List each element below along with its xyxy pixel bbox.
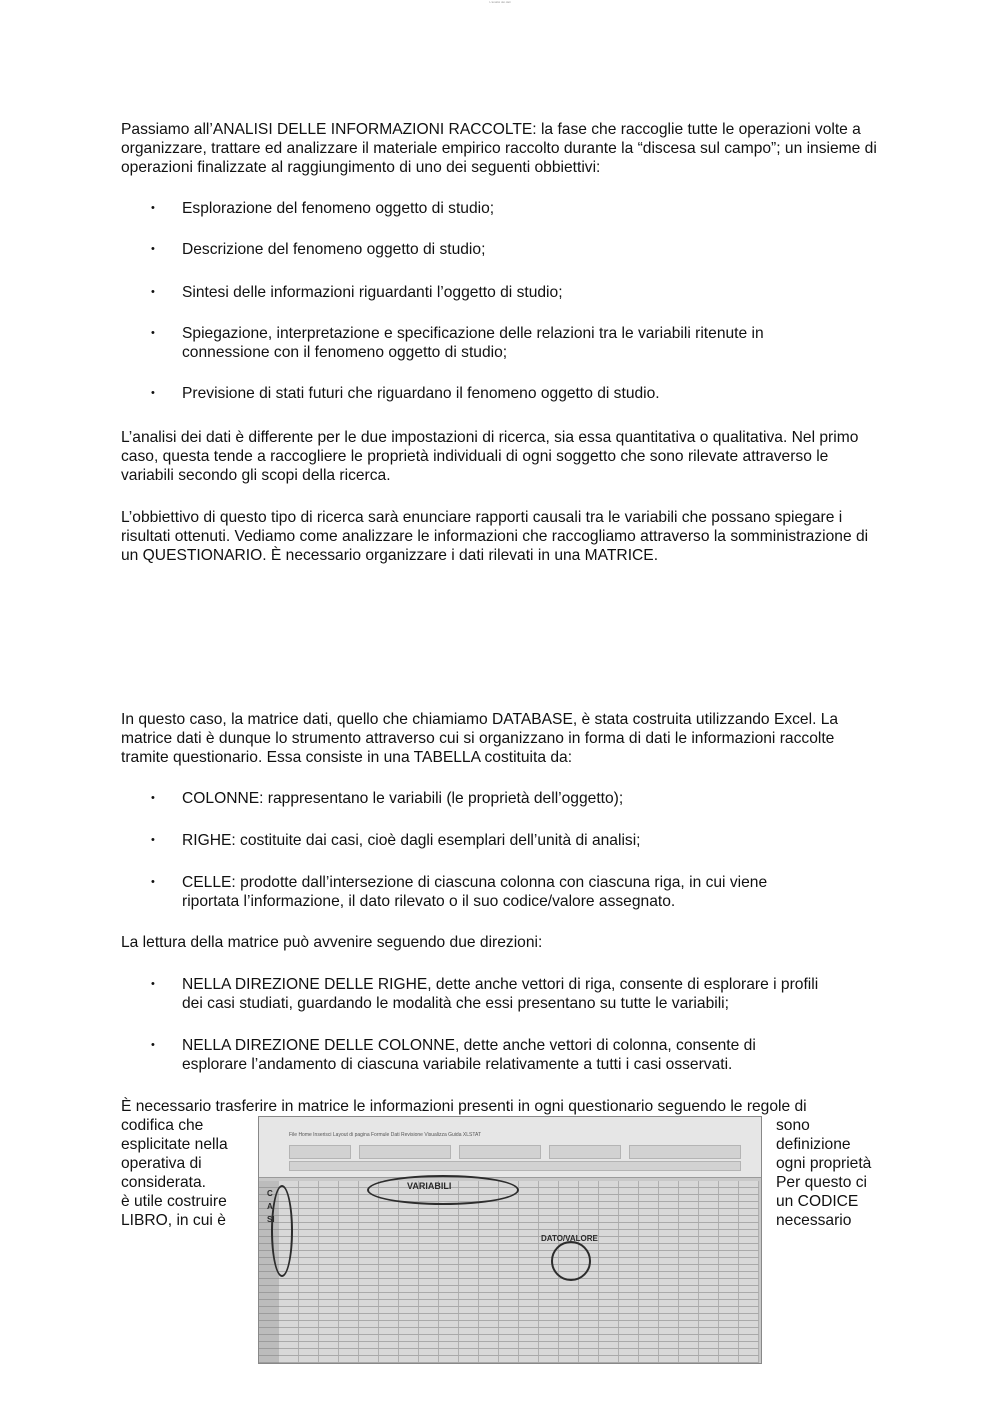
cases-oval	[271, 1185, 293, 1277]
list-item: • Sintesi delle informazioni riguardanti l’oggetto di studio;	[182, 283, 822, 302]
list-item: • NELLA DIREZIONE DELLE COLONNE, dette anche vettori di colonna, consente di esplorare l’andamento di ciascuna variabile relativamente a tutti i casi osservati.	[182, 1036, 822, 1074]
transfer-paragraph: È necessario trasferire in matrice le informazioni presenti in ogni questionario seguendo le regole di	[121, 1098, 807, 1115]
list-item: • Esplorazione del fenomeno oggetto di studio;	[182, 199, 822, 218]
list-item: • Previsione di stati futuri che riguardano il fenomeno oggetto di studio.	[182, 384, 822, 403]
transfer-text-left: codifica che esplicitate nella operativa di considerata. è utile costruire LIBRO, in cui è	[121, 1117, 228, 1229]
database-paragraph: In questo caso, la matrice dati, quello che chiamiamo DATABASE, è stata costruita utilizzando Excel. La matrice dati è dunque lo strumento attraverso cui si organizzano in forma di dati le informazioni raccolte tramite questionario. Essa consiste in una TABELLA costituita da:	[121, 711, 839, 766]
list-item: • Spiegazione, interpretazione e specificazione delle relazioni tra le variabili ritenute in connessione con il fenomeno oggetto di studio;	[182, 324, 822, 362]
variables-oval	[367, 1175, 519, 1205]
data-grid	[279, 1181, 759, 1363]
ribbon-tabs: File Home Inserisci Layout di pagina Formule Dati Revisione Visualizza Guida XLSTAT	[289, 1132, 482, 1138]
excel-database-screenshot	[258, 1116, 762, 1364]
objective-paragraph: L’obbiettivo di questo tipo di ricerca sarà enunciare rapporti causali tra le variabili che possano spiegare i risultati ottenuti. Vediamo come analizzare le informazioni che raccogliamo attraverso la somministrazione di un QUESTIONARIO. È necessario organizzare i dati rilevati in una MATRICE.	[121, 509, 869, 564]
transfer-text-right: sono definizione ogni proprietà Per questo ci un CODICE necessario	[776, 1117, 872, 1229]
variables-label: VARIABILI	[407, 1181, 452, 1191]
list-item: • NELLA DIREZIONE DELLE RIGHE, dette anche vettori di riga, consente di esplorare i profili dei casi studiati, guardando le modalità che essi presentano su tutte le variabili;	[182, 975, 822, 1013]
excel-ribbon	[259, 1117, 761, 1178]
list-item: • RIGHE: costituite dai casi, cioè dagli esemplari dell’unità di analisi;	[182, 831, 822, 850]
value-label: DATO/VALORE	[541, 1234, 598, 1243]
list-item: • COLONNE: rappresentano le variabili (le proprietà dell’oggetto);	[182, 789, 822, 808]
reading-paragraph: La lettura della matrice può avvenire seguendo due direzioni:	[121, 934, 543, 951]
value-circle	[551, 1241, 591, 1281]
list-item: • CELLE: prodotte dall’intersezione di ciascuna colonna con ciascuna riga, in cui viene riportata l’informazione, il dato rilevato o il suo codice/valore assegnato.	[182, 873, 822, 911]
intro-paragraph: Passiamo all’ANALISI DELLE INFORMAZIONI RACCOLTE: la fase che raccoglie tutte le operazioni volte a organizzare, trattare ed analizzare il materiale empirico raccolto durante la “discesa sul campo”; un insieme di operazioni finalizzate al raggiungimento di uno dei seguenti obbiettivi:	[121, 121, 877, 176]
list-item: • Descrizione del fenomeno oggetto di studio;	[182, 240, 822, 259]
analysis-paragraph: L’analisi dei dati è differente per le due impostazioni di ricerca, sia essa quantitativa o qualitativa. Nel primo caso, questa tende a raccogliere le proprietà individuali di ogni soggetto che sono rilevate attraverso le variabili secondo gli scopi della ricerca.	[121, 429, 859, 484]
cases-label: CASI	[267, 1189, 275, 1224]
page-header: L'analisi dei dati	[489, 0, 511, 4]
